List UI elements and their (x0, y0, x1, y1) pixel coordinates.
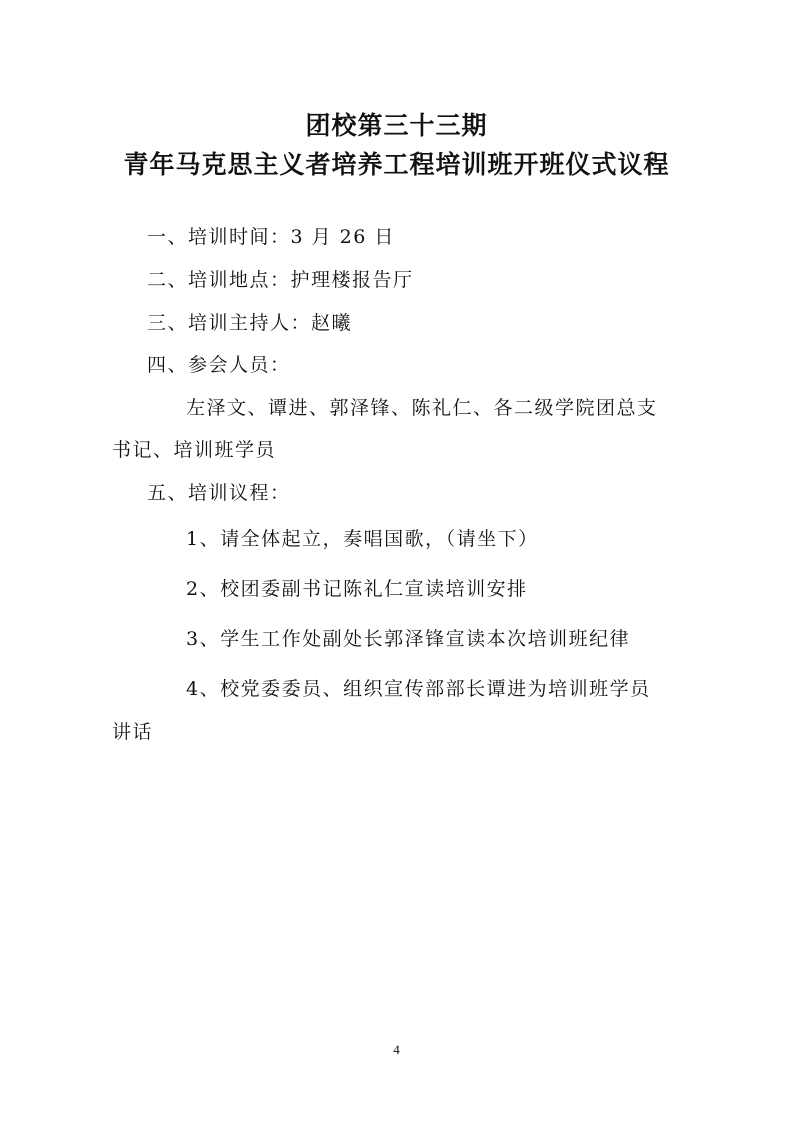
agenda-heading: 五、培训议程： (147, 482, 291, 504)
agenda-step-1: 1、请全体起立，奏唱国歌，（请坐下） (186, 528, 539, 550)
attendees-heading: 四、参会人员： (147, 354, 291, 376)
attendees-list-line-1: 左泽文、谭进、郭泽锋、陈礼仁、各二级学院团总支 (186, 397, 658, 419)
agenda-step-3: 3、学生工作处副处长郭泽锋宣读本次培训班纪律 (186, 628, 631, 650)
page-number: 4 (393, 1042, 400, 1057)
agenda-step-4-line-1: 4、校党委委员、组织宣传部部长谭进为培训班学员 (186, 678, 651, 700)
agenda-step-4-line-2: 讲话 (112, 721, 154, 743)
training-time: 一、培训时间：3 月 26 日 (147, 226, 395, 248)
agenda-step-2: 2、校团委副书记陈礼仁宣读培训安排 (186, 578, 528, 600)
training-location: 二、培训地点：护理楼报告厅 (147, 269, 414, 291)
document-title-line-2: 青年马克思主义者培养工程培训班开班仪式议程 (123, 150, 670, 179)
attendees-list-line-2: 书记、培训班学员 (112, 439, 277, 461)
training-host: 三、培训主持人：赵曦 (147, 312, 353, 334)
document-title-line-1: 团校第三十三期 (305, 111, 488, 140)
